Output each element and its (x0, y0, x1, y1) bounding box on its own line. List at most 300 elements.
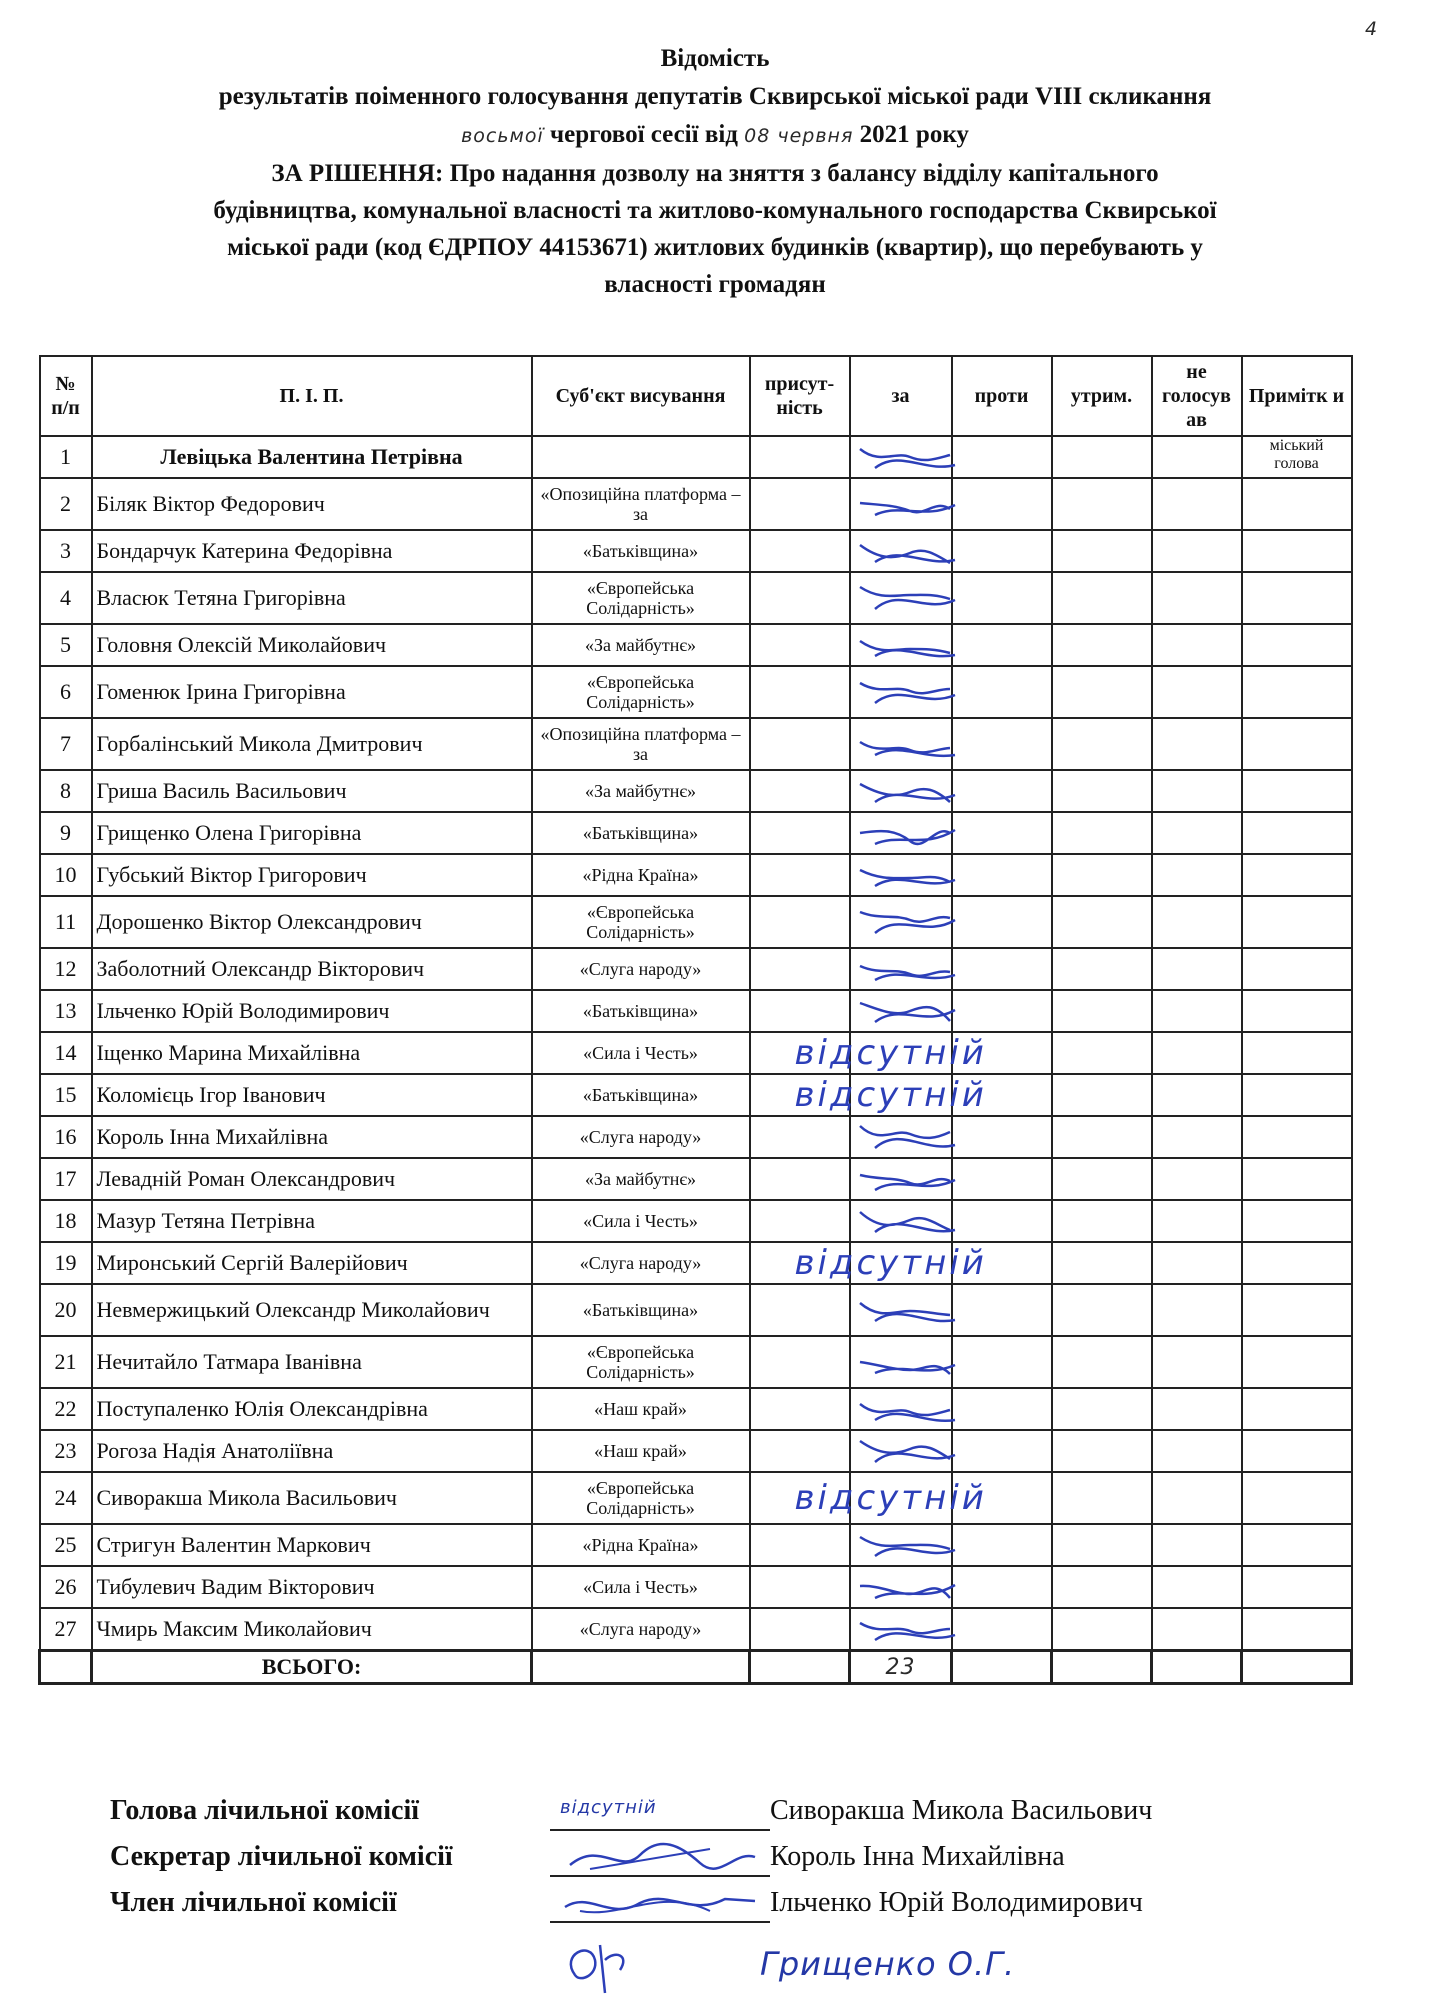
table-row (40, 572, 1352, 624)
vote-novote-cell (1152, 770, 1242, 812)
party-name: «Європейська Солідарність» (532, 666, 750, 718)
vote-for-cell (850, 1284, 952, 1336)
vote-novote-cell (1152, 666, 1242, 718)
table-row (40, 624, 1352, 666)
vote-for-cell (794, 1032, 987, 1074)
row-note (1242, 1032, 1352, 1074)
vote-for-cell (850, 718, 952, 770)
row-note (1242, 1242, 1352, 1284)
vote-for-cell (850, 1116, 952, 1158)
party-name: «Рідна Країна» (532, 1524, 750, 1566)
vote-novote-cell (1152, 1430, 1242, 1472)
signature-scribble (855, 903, 965, 941)
header-abstain: утрим. (1052, 356, 1152, 436)
deputy-name: Заболотний Олександр Вікторович (92, 948, 532, 990)
present-cell (750, 854, 850, 896)
row-number: 17 (40, 1158, 92, 1200)
row-number: 19 (40, 1242, 92, 1284)
signature-scribble (855, 856, 965, 894)
row-note (1242, 530, 1352, 572)
absent-mark-handwritten: відсутній (794, 1243, 987, 1283)
vote-for-cell (850, 436, 952, 478)
vote-abstain-cell (1052, 572, 1152, 624)
vote-novote-cell (1152, 812, 1242, 854)
row-number: 13 (40, 990, 92, 1032)
header-present: присут-ність (750, 356, 850, 436)
table-row (40, 1284, 1352, 1336)
total-row (40, 1651, 1352, 1684)
header-party: Суб'єкт висування (532, 356, 750, 436)
row-note: міський голова (1242, 436, 1352, 478)
present-cell (750, 572, 850, 624)
table-row (40, 990, 1352, 1032)
party-name: «Батьківщина» (532, 812, 750, 854)
present-cell (750, 1336, 850, 1388)
row-note (1242, 948, 1352, 990)
vote-novote-cell (1152, 1388, 1242, 1430)
table-row (40, 896, 1352, 948)
present-cell (750, 666, 850, 718)
deputy-name: Миронський Сергій Валерійович (92, 1242, 532, 1284)
vote-abstain-cell (1052, 1158, 1152, 1200)
signature-scribble (855, 1526, 965, 1564)
signature-scribble (855, 772, 965, 810)
row-number: 24 (40, 1472, 92, 1524)
vote-abstain-cell (1052, 1336, 1152, 1388)
party-name: «Рідна Країна» (532, 854, 750, 896)
signature-scribble (855, 1118, 965, 1156)
vote-against-cell (952, 572, 1052, 624)
table-row (40, 770, 1352, 812)
present-cell (750, 436, 850, 478)
signature-scribble (855, 725, 965, 763)
table-row (40, 1430, 1352, 1472)
row-number: 27 (40, 1608, 92, 1651)
deputy-name: Нечитайло Татмара Іванівна (92, 1336, 532, 1388)
row-number: 7 (40, 718, 92, 770)
page-number: 4 (1365, 18, 1379, 40)
vote-novote-cell (1152, 436, 1242, 478)
vote-novote-cell (1152, 1472, 1242, 1524)
session-date-handwritten: 08 червня (744, 125, 854, 147)
table-row (40, 1158, 1352, 1200)
signature-scribble (560, 1881, 760, 1925)
decision-line: будівництва, комунальної власності та житлово-комунального господарства Сквирської (213, 197, 1217, 224)
vote-against-cell (952, 1608, 1052, 1651)
deputy-name: Гриша Василь Васильович (92, 770, 532, 812)
party-name: «За майбутнє» (532, 770, 750, 812)
vote-novote-cell (1152, 718, 1242, 770)
signature-scribble (855, 814, 965, 852)
vote-novote-cell (1152, 1242, 1242, 1284)
party-name: «Європейська Солідарність» (532, 572, 750, 624)
present-cell (750, 718, 850, 770)
row-note (1242, 1388, 1352, 1430)
deputy-name: Власюк Тетяна Григорівна (92, 572, 532, 624)
vote-for-cell (850, 530, 952, 572)
vote-against-cell (952, 1336, 1052, 1388)
signature-scribble (855, 992, 965, 1030)
row-number: 20 (40, 1284, 92, 1336)
row-number: 8 (40, 770, 92, 812)
present-cell (750, 1524, 850, 1566)
party-name: «Сила і Честь» (532, 1566, 750, 1608)
session-year: 2021 року (859, 121, 969, 148)
vote-for-cell (850, 1158, 952, 1200)
table-header-row (40, 356, 1352, 436)
commission-row (110, 1887, 1310, 1933)
deputy-name: Невмержицький Олександр Миколайович (92, 1284, 532, 1336)
table-row (40, 478, 1352, 530)
signature-scribble (855, 532, 965, 570)
present-cell (750, 1284, 850, 1336)
vote-novote-cell (1152, 1336, 1242, 1388)
header-against: проти (952, 356, 1052, 436)
deputy-name: Головня Олексій Миколайович (92, 624, 532, 666)
party-name: «Європейська Солідарність» (532, 1472, 750, 1524)
vote-abstain-cell (1052, 812, 1152, 854)
deputy-name: Левіцька Валентина Петрівна (92, 436, 532, 478)
header-notes: Примітк и (1242, 356, 1352, 436)
present-cell (750, 478, 850, 530)
vote-for-cell (850, 990, 952, 1032)
party-name: «Батьківщина» (532, 1074, 750, 1116)
party-name: «Європейська Солідарність» (532, 896, 750, 948)
vote-abstain-cell (1052, 770, 1152, 812)
row-note (1242, 1608, 1352, 1651)
row-number: 22 (40, 1388, 92, 1430)
vote-novote-cell (1152, 1074, 1242, 1116)
vote-novote-cell (1152, 1608, 1242, 1651)
row-note (1242, 896, 1352, 948)
decision-line: ЗА РІШЕННЯ: Про надання дозволу на зняття з балансу відділу капітального (271, 160, 1159, 187)
table-row (40, 1524, 1352, 1566)
vote-for-cell (850, 948, 952, 990)
vote-abstain-cell (1052, 1200, 1152, 1242)
row-note (1242, 666, 1352, 718)
vote-novote-cell (1152, 1200, 1242, 1242)
vote-abstain-cell (1052, 436, 1152, 478)
vote-novote-cell (1152, 1158, 1242, 1200)
vote-against-cell (952, 1388, 1052, 1430)
table-row (40, 1200, 1352, 1242)
header-line1: результатів поіменного голосування депутатів Сквирської міської ради VIII скликання (218, 83, 1212, 110)
deputy-name: Горбалінський Микола Дмитрович (92, 718, 532, 770)
vote-against-cell (952, 478, 1052, 530)
row-note (1242, 1524, 1352, 1566)
present-cell (750, 948, 850, 990)
party-name: «Слуга народу» (532, 1608, 750, 1651)
deputy-name: Дорошенко Віктор Олександрович (92, 896, 532, 948)
vote-abstain-cell (1052, 948, 1152, 990)
table-row (40, 436, 1352, 478)
commission-name: Сиворакша Микола Васильович (770, 1795, 1153, 1826)
signature-scribble (855, 673, 965, 711)
row-number: 10 (40, 854, 92, 896)
vote-against-cell (952, 854, 1052, 896)
row-number: 16 (40, 1116, 92, 1158)
vote-against-cell (952, 1284, 1052, 1336)
vote-for-cell (794, 1472, 987, 1524)
vote-for-cell (850, 1608, 952, 1651)
table-row (40, 1032, 1352, 1074)
commission-role: Голова лічильної комісії (110, 1795, 420, 1826)
signature-scribble (855, 579, 965, 617)
vote-abstain-cell (1052, 478, 1152, 530)
row-note (1242, 990, 1352, 1032)
deputy-name: Грищенко Олена Григорівна (92, 812, 532, 854)
present-cell (750, 770, 850, 812)
signature-scribble (855, 438, 965, 476)
present-cell (750, 1430, 850, 1472)
party-name: «За майбутнє» (532, 624, 750, 666)
vote-against-cell (952, 624, 1052, 666)
session-line (30, 116, 1400, 155)
vote-for-cell (850, 1336, 952, 1388)
row-number: 1 (40, 436, 92, 478)
signature-scribble (855, 485, 965, 523)
signature-scribble (560, 1835, 760, 1879)
vote-against-cell (952, 1430, 1052, 1472)
vote-abstain-cell (1052, 1430, 1152, 1472)
header-for: за (850, 356, 952, 436)
deputy-name: Стригун Валентин Маркович (92, 1524, 532, 1566)
table-row (40, 1336, 1352, 1388)
row-note (1242, 1472, 1352, 1524)
row-number: 14 (40, 1032, 92, 1074)
commission-sign-handwritten: відсутній (560, 1797, 657, 1818)
present-cell (750, 1200, 850, 1242)
commission-name: Ільченко Юрій Володимирович (770, 1887, 1143, 1918)
vote-abstain-cell (1052, 1608, 1152, 1651)
vote-abstain-cell (1052, 1074, 1152, 1116)
row-number: 12 (40, 948, 92, 990)
deputy-name: Ільченко Юрій Володимирович (92, 990, 532, 1032)
signature-scribble (855, 1160, 965, 1198)
signature-scribble (855, 1390, 965, 1428)
deputy-name: Король Інна Михайлівна (92, 1116, 532, 1158)
party-name: «Слуга народу» (532, 1116, 750, 1158)
row-number: 26 (40, 1566, 92, 1608)
row-number: 21 (40, 1336, 92, 1388)
decision-line: власності громадян (604, 271, 826, 298)
vote-against-cell (952, 436, 1052, 478)
vote-abstain-cell (1052, 990, 1152, 1032)
vote-for-cell (794, 1242, 987, 1284)
vote-for-cell (850, 1200, 952, 1242)
present-cell (750, 1388, 850, 1430)
row-number: 3 (40, 530, 92, 572)
document-title: Відомість (660, 45, 770, 72)
vote-for-cell (850, 854, 952, 896)
session-text: чергової сесії від (550, 121, 738, 148)
party-name: «Батьківщина» (532, 1284, 750, 1336)
vote-abstain-cell (1052, 1472, 1152, 1524)
commission-footer (110, 1795, 1310, 1933)
decision-line: міської ради (код ЄДРПОУ 44153671) житлових будинків (квартир), що перебувають у (227, 234, 1203, 261)
vote-novote-cell (1152, 948, 1242, 990)
row-number: 23 (40, 1430, 92, 1472)
table-row (40, 812, 1352, 854)
present-cell (750, 624, 850, 666)
table-row (40, 718, 1352, 770)
party-name: «Сила і Честь» (532, 1200, 750, 1242)
vote-against-cell (952, 1200, 1052, 1242)
vote-abstain-cell (1052, 1388, 1152, 1430)
party-name: «Батьківщина» (532, 530, 750, 572)
row-note (1242, 812, 1352, 854)
vote-against-cell (952, 896, 1052, 948)
deputy-name: Сиворакша Микола Васильович (92, 1472, 532, 1524)
vote-against-cell (952, 1158, 1052, 1200)
party-name: «Сила і Честь» (532, 1032, 750, 1074)
vote-against-cell (952, 812, 1052, 854)
vote-novote-cell (1152, 478, 1242, 530)
party-name: «За майбутнє» (532, 1158, 750, 1200)
table-row (40, 1116, 1352, 1158)
bottom-note-handwritten: Грищенко О.Г. (760, 1945, 1016, 1983)
header-novote: не голосув ав (1152, 356, 1242, 436)
vote-for-cell (850, 666, 952, 718)
present-cell (750, 1158, 850, 1200)
deputy-name: Бондарчук Катерина Федорівна (92, 530, 532, 572)
vote-for-cell (850, 572, 952, 624)
signature-scribble (560, 1935, 640, 1995)
vote-for-cell (850, 1524, 952, 1566)
table-row (40, 854, 1352, 896)
deputy-name: Гоменюк Ірина Григорівна (92, 666, 532, 718)
row-number: 11 (40, 896, 92, 948)
table-row (40, 666, 1352, 718)
session-number-handwritten: восьмої (461, 125, 544, 147)
deputy-name: Мазур Тетяна Петрівна (92, 1200, 532, 1242)
vote-for-cell (850, 624, 952, 666)
table-row (40, 1074, 1352, 1116)
row-number: 25 (40, 1524, 92, 1566)
table-row (40, 1566, 1352, 1608)
party-name: «Опозиційна платформа – за (532, 478, 750, 530)
deputy-name: Коломієць Ігор Іванович (92, 1074, 532, 1116)
signature-scribble (855, 1432, 965, 1470)
commission-role: Секретар лічильної комісії (110, 1841, 453, 1872)
row-note (1242, 1284, 1352, 1336)
deputy-name: Іщенко Марина Михайлівна (92, 1032, 532, 1074)
row-note (1242, 770, 1352, 812)
vote-against-cell (952, 1116, 1052, 1158)
party-name: «Слуга народу» (532, 1242, 750, 1284)
vote-novote-cell (1152, 530, 1242, 572)
vote-against-cell (952, 948, 1052, 990)
vote-novote-cell (1152, 624, 1242, 666)
vote-for-cell (850, 1430, 952, 1472)
present-cell (750, 1608, 850, 1651)
row-note (1242, 478, 1352, 530)
vote-for-cell (850, 478, 952, 530)
vote-novote-cell (1152, 854, 1242, 896)
party-name: «Наш край» (532, 1388, 750, 1430)
vote-against-cell (952, 990, 1052, 1032)
table-row (40, 1388, 1352, 1430)
signature-scribble (855, 950, 965, 988)
signature-scribble (855, 626, 965, 664)
present-cell (750, 896, 850, 948)
party-name (532, 436, 750, 478)
commission-name: Король Інна Михайлівна (770, 1841, 1065, 1872)
vote-abstain-cell (1052, 530, 1152, 572)
party-name: «Опозиційна платформа – за (532, 718, 750, 770)
row-note (1242, 1200, 1352, 1242)
vote-against-cell (952, 1566, 1052, 1608)
absent-mark-handwritten: відсутній (794, 1075, 987, 1115)
party-name: «Слуга народу» (532, 948, 750, 990)
vote-abstain-cell (1052, 854, 1152, 896)
present-cell (750, 1116, 850, 1158)
vote-abstain-cell (1052, 718, 1152, 770)
present-cell (750, 812, 850, 854)
signature-scribble (855, 1610, 965, 1648)
deputy-name: Поступаленко Юлія Олександрівна (92, 1388, 532, 1430)
row-note (1242, 572, 1352, 624)
header-name: П. І. П. (92, 356, 532, 436)
signature-scribble (855, 1291, 965, 1329)
vote-for-cell (850, 812, 952, 854)
present-cell (750, 990, 850, 1032)
party-name: «Європейська Солідарність» (532, 1336, 750, 1388)
row-note (1242, 1430, 1352, 1472)
bottom-signatures (560, 1935, 1360, 1995)
party-name: «Наш край» (532, 1430, 750, 1472)
vote-abstain-cell (1052, 1242, 1152, 1284)
row-number: 9 (40, 812, 92, 854)
vote-abstain-cell (1052, 1032, 1152, 1074)
row-number: 2 (40, 478, 92, 530)
vote-for-cell (794, 1074, 987, 1116)
row-number: 15 (40, 1074, 92, 1116)
document-header (30, 40, 1400, 303)
vote-against-cell (952, 718, 1052, 770)
signature-scribble (855, 1343, 965, 1381)
vote-novote-cell (1152, 1524, 1242, 1566)
vote-novote-cell (1152, 1566, 1242, 1608)
row-note (1242, 1336, 1352, 1388)
row-note (1242, 624, 1352, 666)
deputy-name: Рогоза Надія Анатоліївна (92, 1430, 532, 1472)
row-note (1242, 854, 1352, 896)
party-name: «Батьківщина» (532, 990, 750, 1032)
deputy-name: Біляк Віктор Федорович (92, 478, 532, 530)
total-for-handwritten: 23 (850, 1651, 952, 1684)
row-note (1242, 1074, 1352, 1116)
table-row (40, 1608, 1352, 1651)
row-number: 18 (40, 1200, 92, 1242)
vote-abstain-cell (1052, 1524, 1152, 1566)
present-cell (750, 530, 850, 572)
vote-against-cell (952, 770, 1052, 812)
total-label: ВСЬОГО: (92, 1651, 532, 1684)
vote-novote-cell (1152, 1284, 1242, 1336)
vote-novote-cell (1152, 1116, 1242, 1158)
vote-novote-cell (1152, 896, 1242, 948)
table-row (40, 530, 1352, 572)
commission-role: Член лічильної комісії (110, 1887, 397, 1918)
signature-scribble (855, 1202, 965, 1240)
row-number: 5 (40, 624, 92, 666)
row-note (1242, 718, 1352, 770)
vote-abstain-cell (1052, 1116, 1152, 1158)
vote-abstain-cell (1052, 896, 1152, 948)
vote-abstain-cell (1052, 1284, 1152, 1336)
vote-abstain-cell (1052, 1566, 1152, 1608)
